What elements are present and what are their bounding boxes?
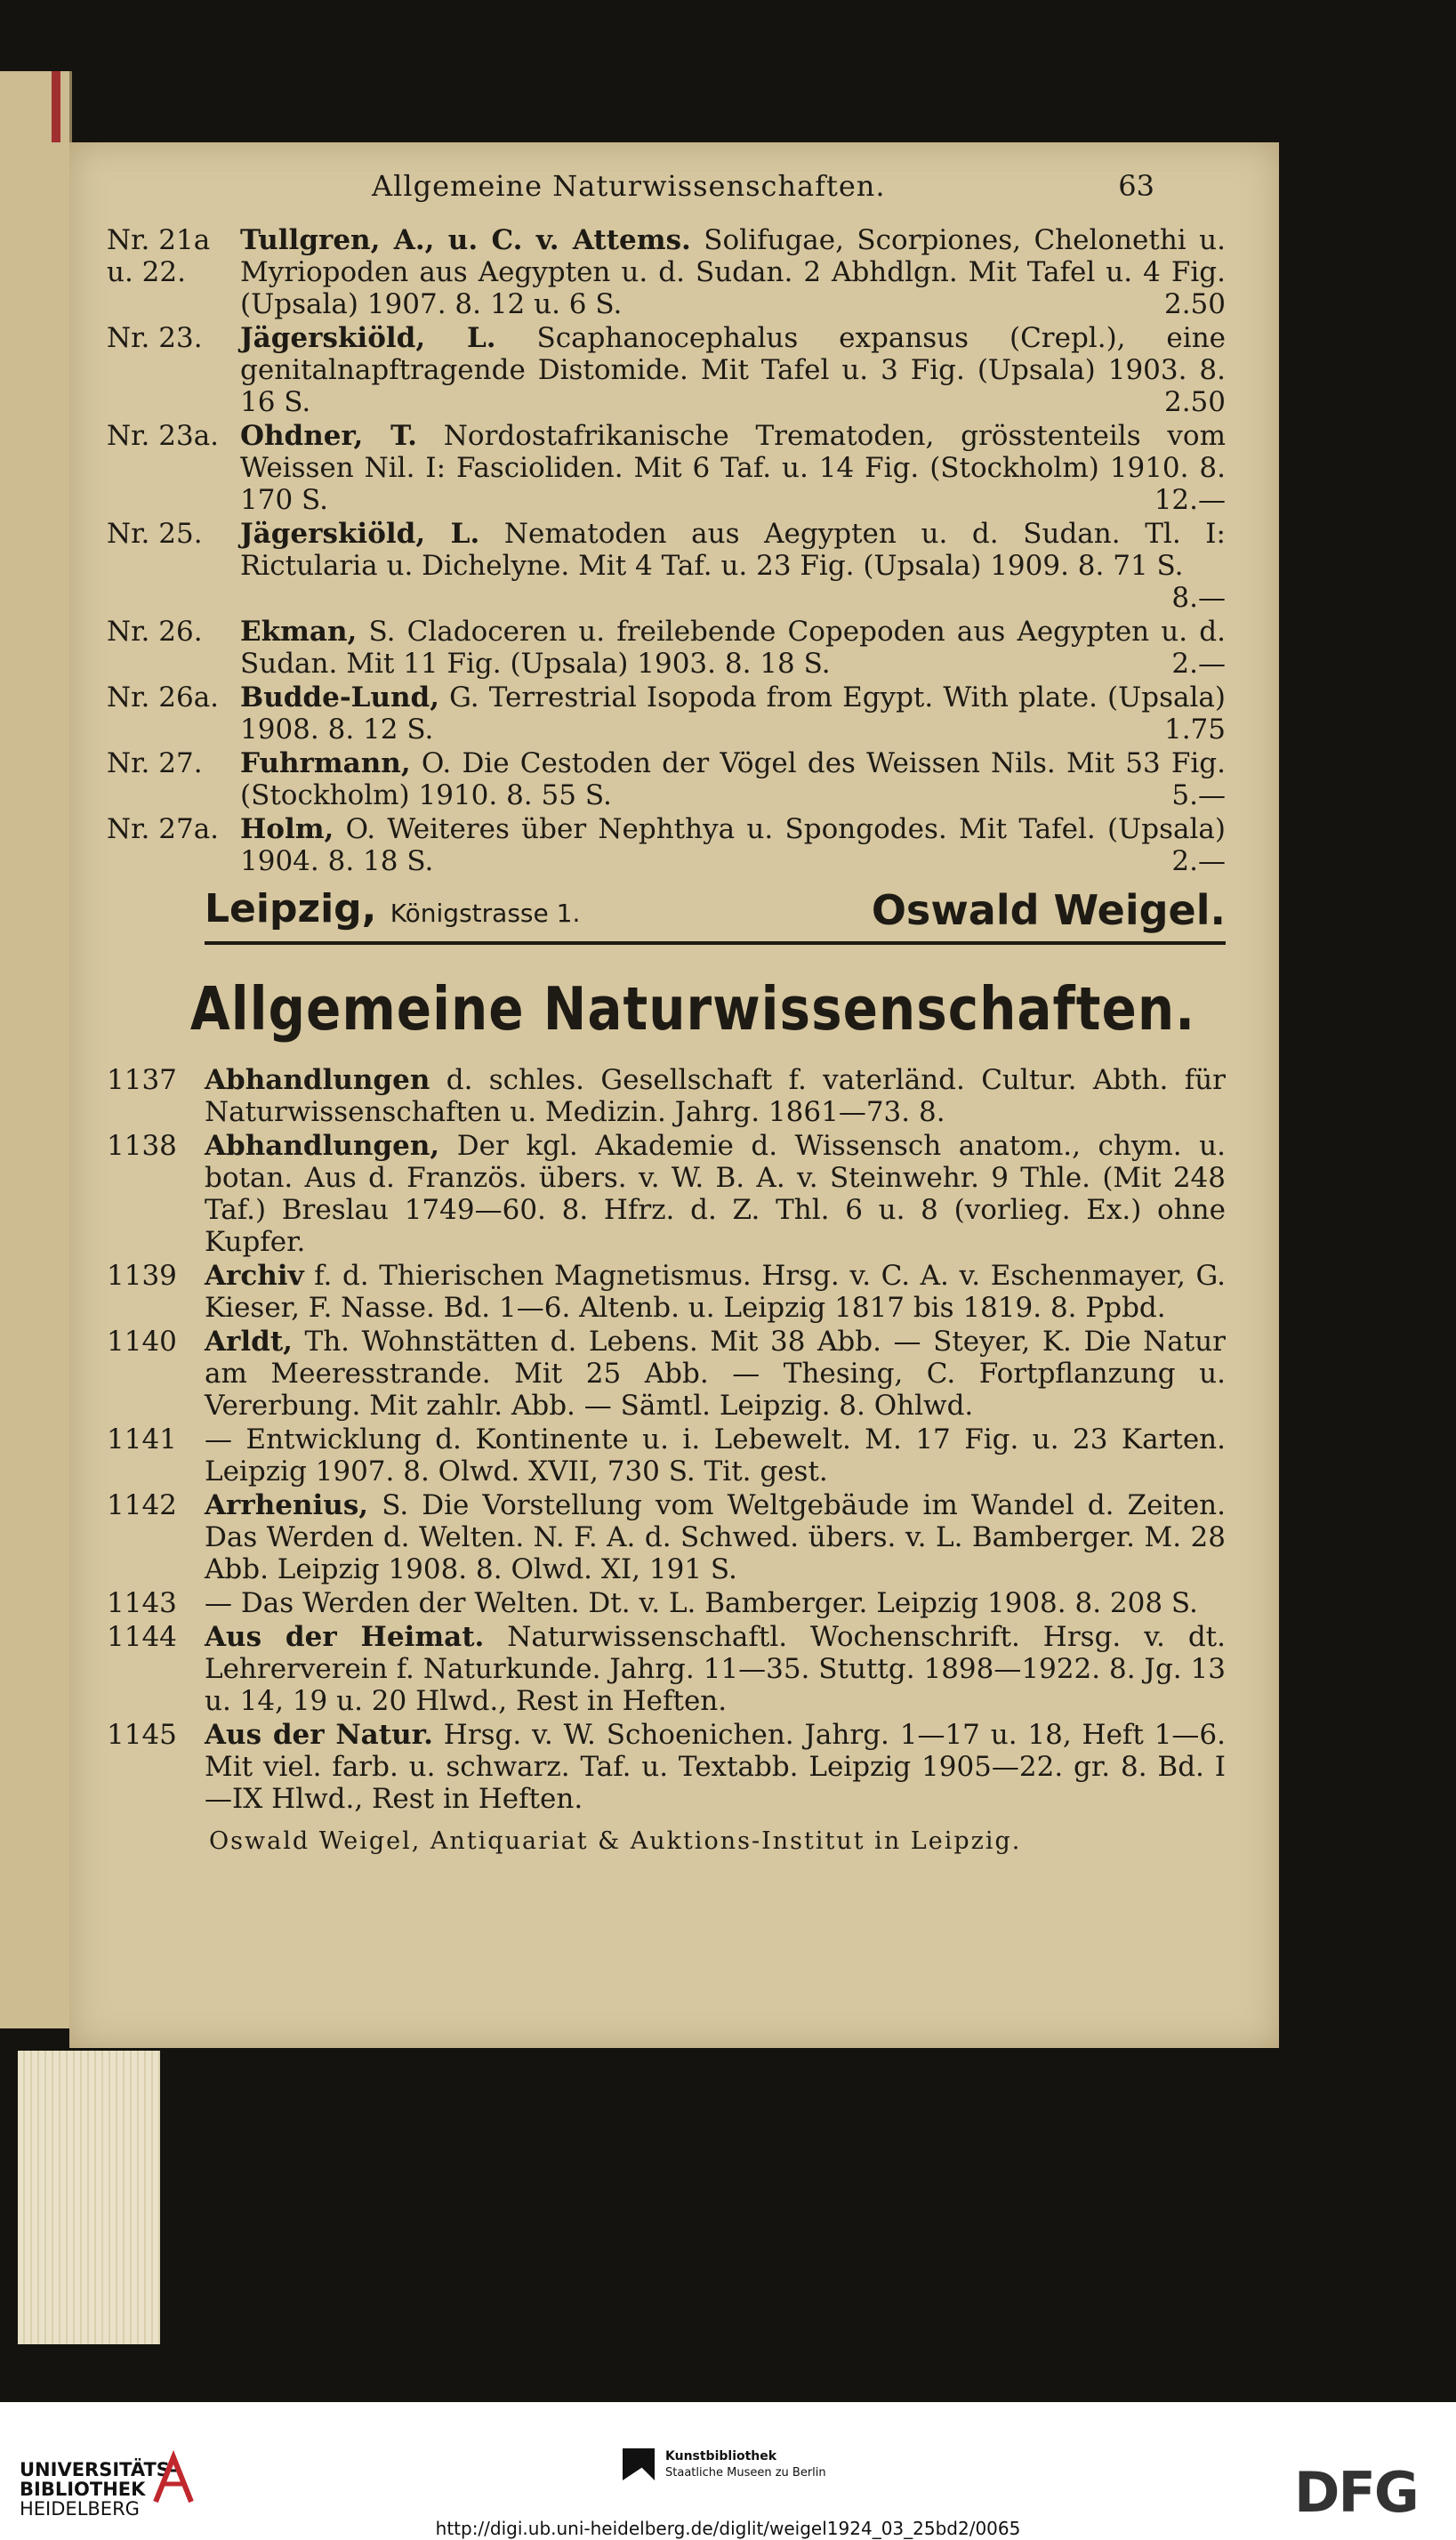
entry-description: O. Die Cestoden der Vögel des Weissen Nils. Mit 53 Fig. (Stockholm) 1910. 8. 55 S. (240, 747, 1226, 811)
section-title: Allgemeine Naturwissenschaften. (189, 973, 1196, 1044)
entry-author: Aus der Natur. (205, 1719, 433, 1751)
entry-author: Archiv (205, 1260, 304, 1292)
catalog-entry (107, 813, 1226, 877)
book-spine-marker (52, 71, 60, 142)
entry-text (205, 1130, 1226, 1258)
entry-text (240, 747, 1226, 811)
entry-number: Nr. 23. (107, 322, 203, 354)
catalog-entry (107, 747, 1226, 811)
entry-author: Ohdner, T. (240, 420, 417, 452)
entry-number: Nr. 27. (107, 747, 203, 779)
page-number: 63 (1118, 169, 1154, 203)
entry-description: Hrsg. v. W. Schoenichen. Jahrg. 1—17 u. 18, Heft 1—6. Mit viel. farb. u. schwarz. Taf. u. Textabb. Leipzig 1905—22. gr. 8. Bd. I—IX Hlwd., Rest in Heften. (205, 1719, 1227, 1815)
publisher-signature (205, 886, 1226, 934)
publisher-city: Leipzig, (205, 886, 377, 931)
entry-text (205, 1719, 1226, 1815)
entry-description: d. schles. Gesellschaft f. vaterländ. Cultur. Abth. für Naturwissenschaften u. Medizin. Jahrg. 1861—73. 8. (205, 1064, 1226, 1128)
ub-emblem-icon (147, 2448, 200, 2511)
entry-number: Nr. 25. (107, 518, 203, 550)
entry-text (205, 1423, 1226, 1488)
publisher-firm: Oswald Weigel. (871, 886, 1226, 934)
entry-description: Nordostafrikanische Trematoden, grösstenteils vom Weissen Nil. I: Fascioliden. Mit 6 Taf. u. 14 Fig. (Stockholm) 1910. 8. 170 S. (240, 420, 1226, 516)
entry-description: O. Weiteres über Nephthya u. Spongodes. Mit Tafel. (Upsala) 1904. 8. 18 S. (240, 813, 1226, 877)
catalog-entry (107, 681, 1226, 746)
section-divider (205, 941, 1226, 945)
entry-description: — Das Werden der Welten. Dt. v. L. Bamberger. Leipzig 1908. 8. 208 S. (205, 1587, 1198, 1619)
catalog-entry (107, 1489, 1226, 1585)
entry-author: Budde-Lund, (240, 681, 440, 714)
page-footer-line: Oswald Weigel, Antiquariat & Auktions-Institut in Leipzig. (209, 1827, 1022, 1855)
entry-number: 1144 (107, 1621, 177, 1653)
entry-number: 1140 (107, 1326, 177, 1358)
entry-description: S. Cladoceren u. freilebende Copepoden aus Aegypten u. d. Sudan. Mit 11 Fig. (Upsala) 1903. 8. 18 S. (240, 616, 1226, 680)
entry-author: Ekman, (240, 616, 358, 648)
entry-price: 2.50 (1163, 386, 1226, 418)
entry-author: Jägerskiöld, L. (240, 518, 480, 550)
entry-price: 1.75 (1163, 714, 1226, 746)
publisher-street: Königstrasse 1. (390, 899, 581, 928)
ub-logo-line1: UNIVERSITÄTS- (20, 2459, 178, 2480)
entry-price: 12.— (1154, 484, 1226, 516)
entry-description: f. d. Thierischen Magnetismus. Hrsg. v. C. A. v. Eschenmayer, G. Kieser, F. Nasse. Bd. 1—6. Altenb. u. Leipzig 1817 bis 1819. 8. Ppbd. (205, 1260, 1226, 1324)
catalog-entry (107, 1621, 1226, 1717)
entry-price: 2.50 (1163, 288, 1226, 320)
permalink-url[interactable]: http://digi.ub.uni-heidelberg.de/diglit/weigel1924_03_25bd2/0065 (435, 2518, 1021, 2539)
entry-description: — Entwicklung d. Kontinente u. i. Lebewelt. M. 17 Fig. u. 23 Karten. Leipzig 1907. 8. Olwd. XVII, 730 S. Tit. gest. (205, 1423, 1226, 1488)
entry-text (205, 1326, 1226, 1422)
entry-text (205, 1489, 1226, 1585)
kunstbibliothek-label[interactable] (665, 2448, 826, 2481)
entry-text (240, 813, 1226, 877)
entry-author: Arldt, (205, 1326, 293, 1358)
entry-text (240, 224, 1226, 320)
catalog-entry (107, 1064, 1226, 1128)
page-stack-edge (18, 2051, 160, 2344)
entry-author: Fuhrmann, (240, 747, 411, 779)
catalog-entry (107, 1719, 1226, 1815)
ub-logo-line2: BIBLIOTHEK (20, 2479, 146, 2500)
entry-author: Arrhenius, (205, 1489, 369, 1521)
dfg-logo[interactable]: DFG (1294, 2460, 1418, 2525)
entry-text (240, 681, 1226, 746)
entry-text (240, 518, 1226, 614)
publisher-address (205, 886, 580, 934)
entry-number: 1143 (107, 1587, 177, 1619)
entry-author: Abhandlungen, (205, 1130, 440, 1162)
catalog-entry (107, 616, 1226, 680)
catalog-entry (107, 1260, 1226, 1324)
entry-number: 1139 (107, 1260, 177, 1292)
entry-text (205, 1260, 1226, 1324)
catalog-entry (107, 322, 1226, 418)
entry-description: Der kgl. Akademie d. Wissensch anatom., chym. u. botan. Aus d. Französ. übers. v. W. B. A. v. Steinwehr. 9 Thle. (Mit 248 Taf.) Breslau 1749—60. 8. Hfrz. d. Z. Thl. 6 u. 8 (vorlieg. Ex.) ohne Kupfer. (205, 1130, 1226, 1258)
entry-number: 1137 (107, 1064, 177, 1096)
entry-description: G. Terrestrial Isopoda from Egypt. With plate. (Upsala) 1908. 8. 12 S. (240, 681, 1226, 746)
catalog-entry (107, 1587, 1226, 1619)
entry-price: 2.— (1171, 845, 1226, 877)
entry-description: Th. Wohnstätten d. Lebens. Mit 38 Abb. — Steyer, K. Die Natur am Meeresstrande. Mit 25 Abb. — Thesing, C. Fortpflanzung u. Vererbung. Mit zahlr. Abb. — Sämtl. Leipzig. 8. Ohlwd. (205, 1326, 1226, 1422)
entry-price: 8.— (1171, 582, 1226, 614)
entry-price: 2.— (1171, 648, 1226, 680)
entry-author: Holm, (240, 813, 334, 845)
previous-page-edge (0, 71, 72, 2028)
ub-logo-line3: HEIDELBERG (20, 2498, 140, 2520)
kb-line2: Staatliche Museen zu Berlin (665, 2466, 826, 2480)
catalog-page (69, 142, 1279, 2048)
entry-author: Jägerskiöld, L. (240, 322, 496, 354)
entry-number: Nr. 27a. (107, 813, 220, 845)
entry-description: Naturwissenschaftl. Wochenschrift. Hrsg. v. dt. Lehrerverein f. Naturkunde. Jahrg. 11—35. Stuttg. 1898—1922. 8. Jg. 13 u. 14, 19 u. 20 Hlwd., Rest in Heften. (205, 1621, 1226, 1717)
entry-number: 1142 (107, 1489, 177, 1521)
entry-text (205, 1587, 1226, 1619)
entry-price: 5.— (1171, 779, 1226, 811)
catalog-entry (107, 1326, 1226, 1422)
entry-number: Nr. 21a u. 22. (107, 224, 211, 288)
catalog-entry (107, 420, 1226, 516)
running-head-title: Allgemeine Naturwissenschaften. (372, 169, 886, 203)
entry-number: Nr. 26a. (107, 681, 220, 714)
entry-text (205, 1621, 1226, 1717)
running-head (69, 169, 1279, 205)
entry-description: Nematoden aus Aegypten u. d. Sudan. Tl. I: Rictularia u. Dichelyne. Mit 4 Taf. u. 23 Fig. (Upsala) 1909. 8. 71 S. (240, 518, 1226, 582)
top-entry-list (107, 224, 1226, 877)
entry-text (205, 1064, 1226, 1128)
entry-number: 1145 (107, 1719, 177, 1751)
entry-text (240, 616, 1226, 680)
entry-author: Abhandlungen (205, 1064, 430, 1096)
entry-number: Nr. 23a. (107, 420, 220, 452)
entry-text (240, 322, 1226, 418)
catalog-entry (107, 224, 1226, 320)
kb-line1: Kunstbibliothek (665, 2449, 777, 2463)
entry-text (240, 420, 1226, 516)
catalog-entry (107, 1423, 1226, 1488)
catalog-entry (107, 518, 1226, 614)
entry-description: Scaphanocephalus expansus (Crepl.), eine genitalnapftragende Distomide. Mit Tafel u. 3 Fig. (Upsala) 1903. 8. 16 S. (240, 322, 1227, 418)
entry-number: Nr. 26. (107, 616, 203, 648)
entry-author: Aus der Heimat. (205, 1621, 485, 1653)
bottom-entry-list (107, 1064, 1226, 1815)
entry-number: 1138 (107, 1130, 177, 1162)
page-body (107, 224, 1226, 1855)
entry-number: 1141 (107, 1423, 177, 1455)
entry-author: Tullgren, A., u. C. v. Attems. (240, 224, 691, 256)
catalog-entry (107, 1130, 1226, 1258)
entry-description: S. Die Vorstellung vom Weltgebäude im Wandel d. Zeiten. Das Werden d. Welten. N. F. A. d. Schwed. übers. v. L. Bamberger. M. 28 Abb. Leipzig 1908. 8. Olwd. XI, 191 S. (205, 1489, 1226, 1585)
entry-description: Solifugae, Scorpiones, Chelonethi u. Myriopoden aus Aegypten u. d. Sudan. 2 Abhdlgn. Mit Tafel u. 4 Fig. (Upsala) 1907. 8. 12 u. 6 S. (240, 224, 1226, 320)
